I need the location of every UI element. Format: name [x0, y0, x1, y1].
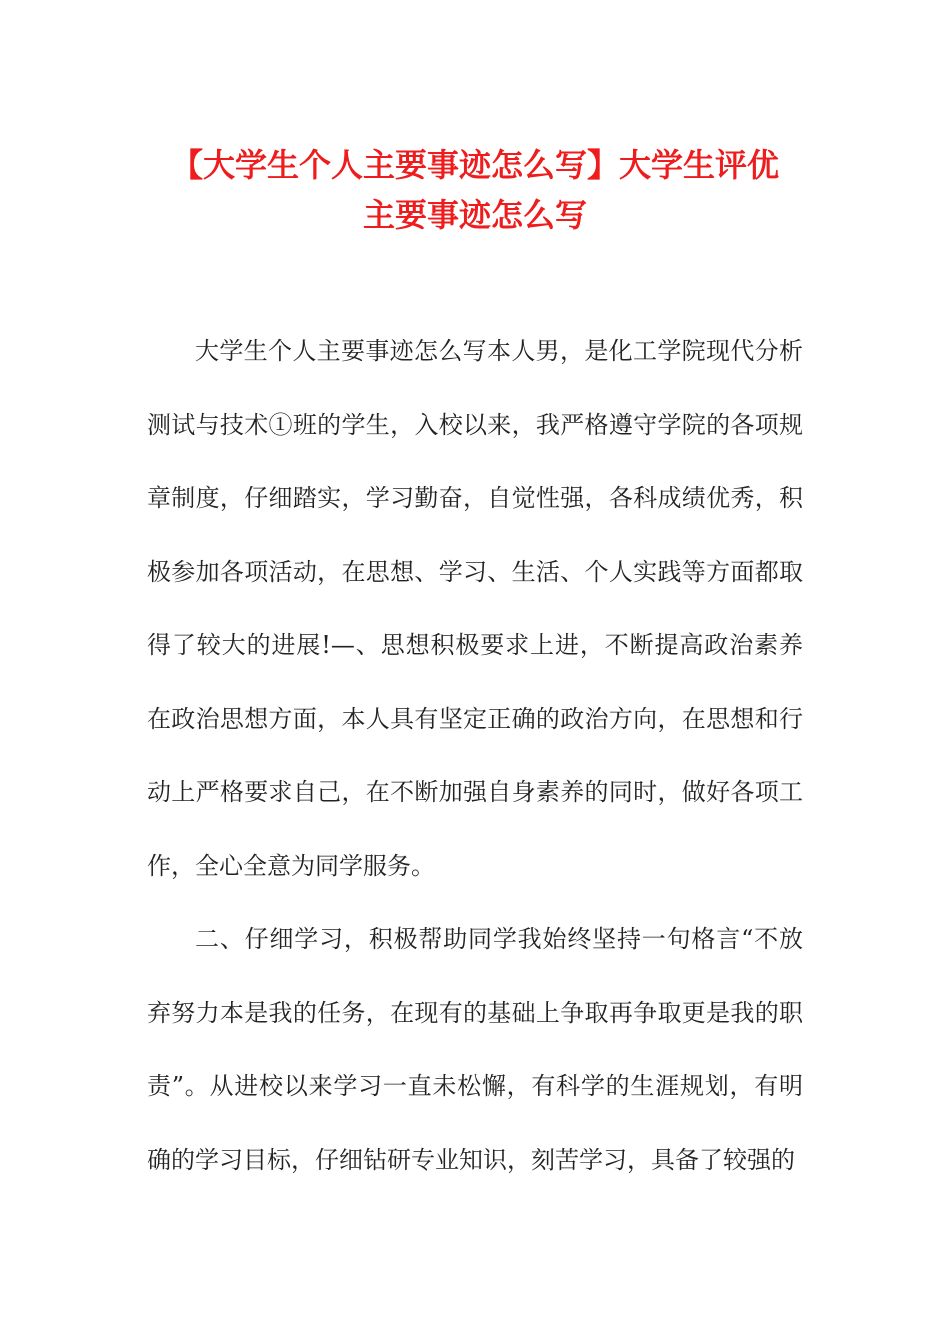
title-line-2: 主要事迹怎么写 [362, 196, 587, 234]
document-title [140, 140, 810, 240]
document-body [147, 315, 803, 1197]
title-line-1: 【大学生个人主要事迹怎么写】大学生评优 [170, 146, 779, 184]
paragraph-2: 二、仔细学习，积极帮助同学我始终坚持一句格言“不放弃努力本是我的任务，在现有的基础上争取再争取更是我的职责”。从进校以来学习一直未松懈，有科学的生涯规划，有明确的学习目标，仔细钻研专业知识，刻苦学习，具备了较强的 [147, 925, 803, 1174]
paragraph-1: 大学生个人主要事迹怎么写本人男，是化工学院现代分析测试与技术①班的学生，入校以来，我严格遵守学院的各项规章制度，仔细踏实，学习勤奋，自觉性强，各科成绩优秀，积极参加各项活动，在思想、学习、生活、个人实践等方面都取得了较大的进展!—、思想积极要求上进，不断提高政治素养在政治思想方面，本人具有坚定正确的政治方向，在思想和行动上严格要求自己，在不断加强自身素养的同时，做好各项工作，全心全意为同学服务。 [147, 337, 803, 880]
